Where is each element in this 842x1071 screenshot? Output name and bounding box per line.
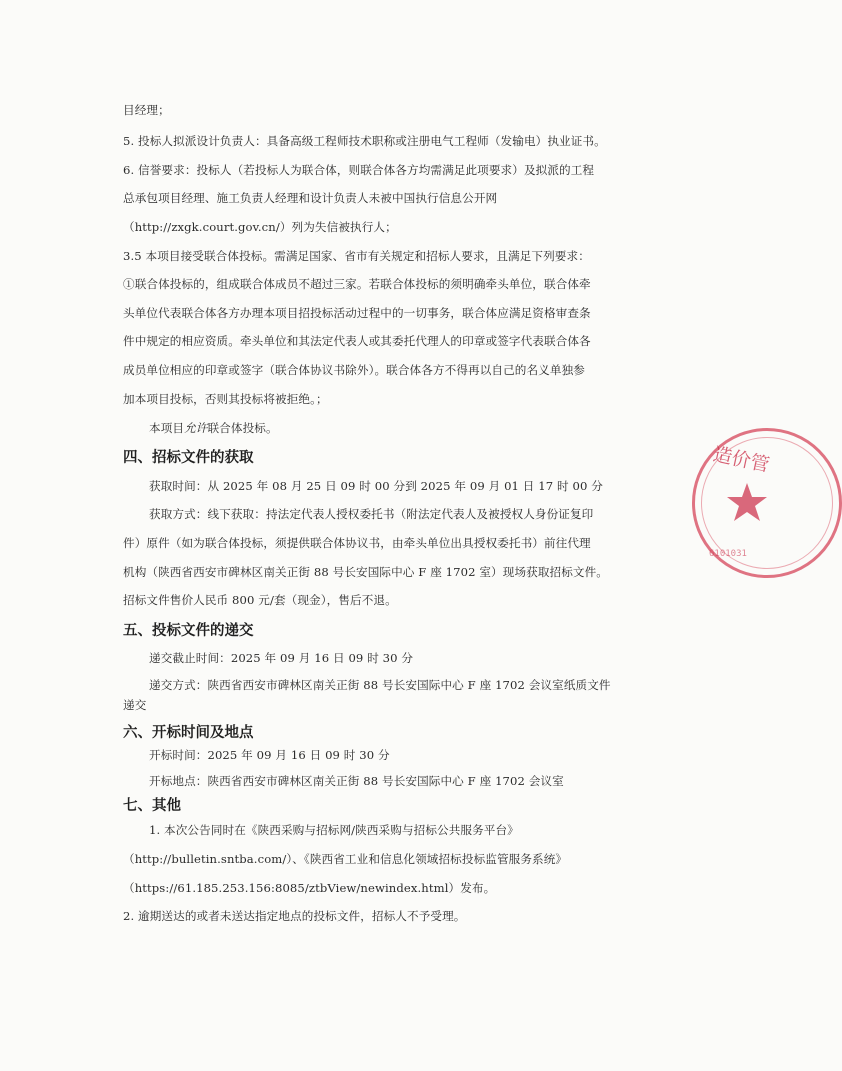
text-line: 目经理；: [123, 103, 170, 117]
text-line: 获取方式：线下获取：持法定代表人授权委托书（附法定代表人及被授权人身份证复印: [149, 507, 594, 521]
text-line: 成员单位相应的印章或签字（联合体协议书除外）。联合体各方不得再以自己的名义单独参: [123, 363, 585, 377]
joint-suffix: 联合体投标。: [207, 421, 278, 435]
text-line: 递交截止时间：2025 年 09 月 16 日 09 时 30 分: [149, 651, 414, 665]
section-heading-7: 七、其他: [123, 798, 181, 814]
text-line: 件）原件（如为联合体投标，须提供联合体协议书，由牵头单位出具授权委托书）前往代理: [123, 536, 591, 550]
text-line: 5. 投标人拟派设计负责人：具备高级工程师技术职称或注册电气工程师（发输电）执业证书。: [123, 134, 606, 148]
seal-star-icon: [725, 481, 769, 525]
text-line: （https://61.185.253.156:8085/ztbView/newindex.html）发布。: [123, 881, 496, 895]
text-line: 2. 逾期送达的或者未送达指定地点的投标文件，招标人不予受理。: [123, 909, 466, 923]
text-line: 加本项目投标，否则其投标将被拒绝。；: [123, 392, 328, 406]
text-line: 开标时间：2025 年 09 月 16 日 09 时 30 分: [149, 748, 390, 762]
text-line: 递交方式：陕西省西安市碑林区南关正街 88 号长安国际中心 F 座 1702 会议室纸质文件: [149, 678, 611, 692]
joint-allowed: 允许: [184, 421, 208, 435]
section-heading-6: 六、开标时间及地点: [123, 725, 254, 741]
text-line: 6. 信誉要求：投标人（若投标人为联合体，则联合体各方均需满足此项要求）及拟派的工程: [123, 163, 595, 177]
text-line: 递交: [123, 698, 147, 712]
section-heading-5: 五、投标文件的递交: [123, 623, 254, 639]
text-line: 招标文件售价人民币 800 元/套（现金），售后不退。: [123, 593, 397, 607]
joint-prefix: 本项目: [149, 421, 185, 435]
text-line: 3.5 本项目接受联合体投标。需满足国家、省市有关规定和招标人要求，且满足下列要求：: [123, 249, 590, 263]
text-line: 1. 本次公告同时在《陕西采购与招标网/陕西采购与招标公共服务平台》: [149, 823, 519, 837]
text-line: 获取时间：从 2025 年 08 月 25 日 09 时 00 分到 2025 年 09 月 01 日 17 时 00 分: [149, 479, 603, 493]
seal-number: 6101031: [709, 549, 747, 559]
text-line: ①联合体投标的，组成联合体成员不超过三家。若联合体投标的须明确牵头单位，联合体牵: [123, 277, 591, 291]
text-line: 开标地点：陕西省西安市碑林区南关正街 88 号长安国际中心 F 座 1702 会议室: [149, 774, 564, 788]
text-line: 头单位代表联合体各方办理本项目招投标活动过程中的一切事务，联合体应满足资格审查条: [123, 306, 591, 320]
text-line: 件中规定的相应资质。牵头单位和其法定代表人或其委托代理人的印章或签字代表联合体各: [123, 334, 591, 348]
text-line: （http://zxgk.court.gov.cn/）列为失信被执行人；: [123, 220, 397, 234]
red-seal-stamp: [692, 428, 842, 578]
text-line: 总承包项目经理、施工负责人经理和设计负责人未被中国执行信息公开网: [123, 191, 498, 205]
text-line: （http://bulletin.sntba.com/）、《陕西省工业和信息化领域招标投标监管服务系统》: [123, 852, 568, 866]
seal-text: 造价管: [711, 443, 772, 477]
text-line: 机构（陕西省西安市碑林区南关正街 88 号长安国际中心 F 座 1702 室）现场获取招标文件。: [123, 565, 608, 579]
section-heading-4: 四、招标文件的获取: [123, 450, 254, 466]
joint-bid-statement: [149, 420, 664, 436]
